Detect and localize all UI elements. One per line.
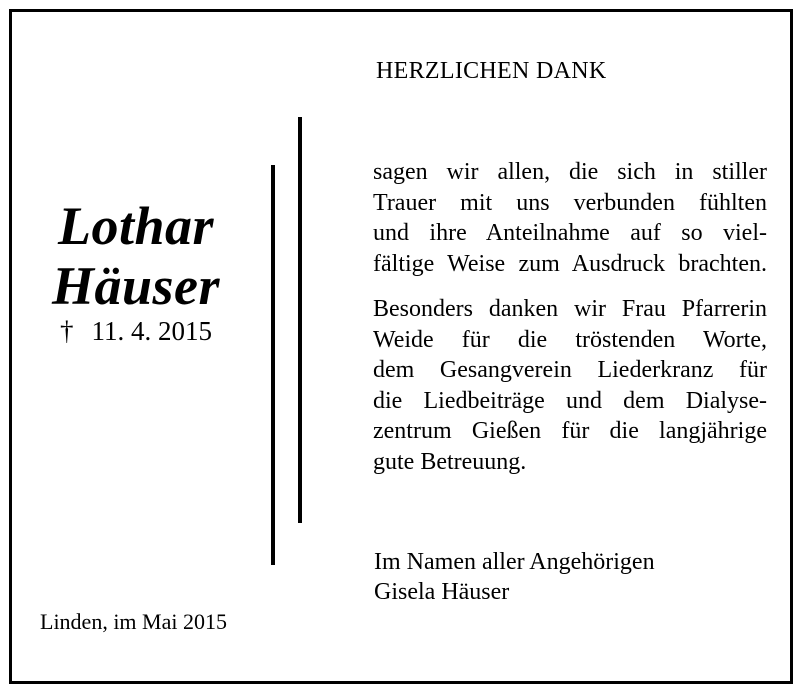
paragraph-line: Weide für die tröstenden Worte, xyxy=(373,326,767,353)
paragraph-line: Besonders danken wir Frau Pfarrerin xyxy=(373,296,767,322)
divider-line-right xyxy=(298,117,302,523)
paragraph-line: die Liedbeiträge und dem Dialyse- xyxy=(373,387,767,414)
signer-name: Gisela Häuser xyxy=(374,579,510,605)
deceased-first-name: Lothar xyxy=(57,196,215,256)
paragraph-line: gute Betreuung. xyxy=(373,448,527,475)
place-date: Linden, im Mai 2015 xyxy=(40,609,227,634)
thanks-paragraph-2 xyxy=(373,294,767,477)
deceased-last-name: Häuser xyxy=(51,256,221,316)
thanks-paragraph-1 xyxy=(373,157,767,279)
death-date-line xyxy=(0,314,272,348)
closing-signature xyxy=(374,547,655,607)
paragraph-line: fältige Weise zum Ausdruck brachten. xyxy=(373,250,767,277)
paragraph-line: Trauer mit uns verbunden fühlten xyxy=(373,189,767,216)
paragraph-line: und ihre Anteilnahme auf so viel- xyxy=(373,220,767,246)
paragraph-line: dem Gesangverein Liederkranz für xyxy=(373,357,767,383)
closing-line: Im Namen aller Angehörigen xyxy=(374,549,655,575)
paragraph-line: sagen wir allen, die sich in stiller xyxy=(373,159,767,185)
cross-icon: † xyxy=(60,316,74,346)
divider-line-left xyxy=(271,165,275,565)
paragraph-line: zentrum Gießen für die langjährige xyxy=(373,418,767,444)
heading: HERZLICHEN DANK xyxy=(376,58,607,84)
death-date: 11. 4. 2015 xyxy=(91,316,212,346)
